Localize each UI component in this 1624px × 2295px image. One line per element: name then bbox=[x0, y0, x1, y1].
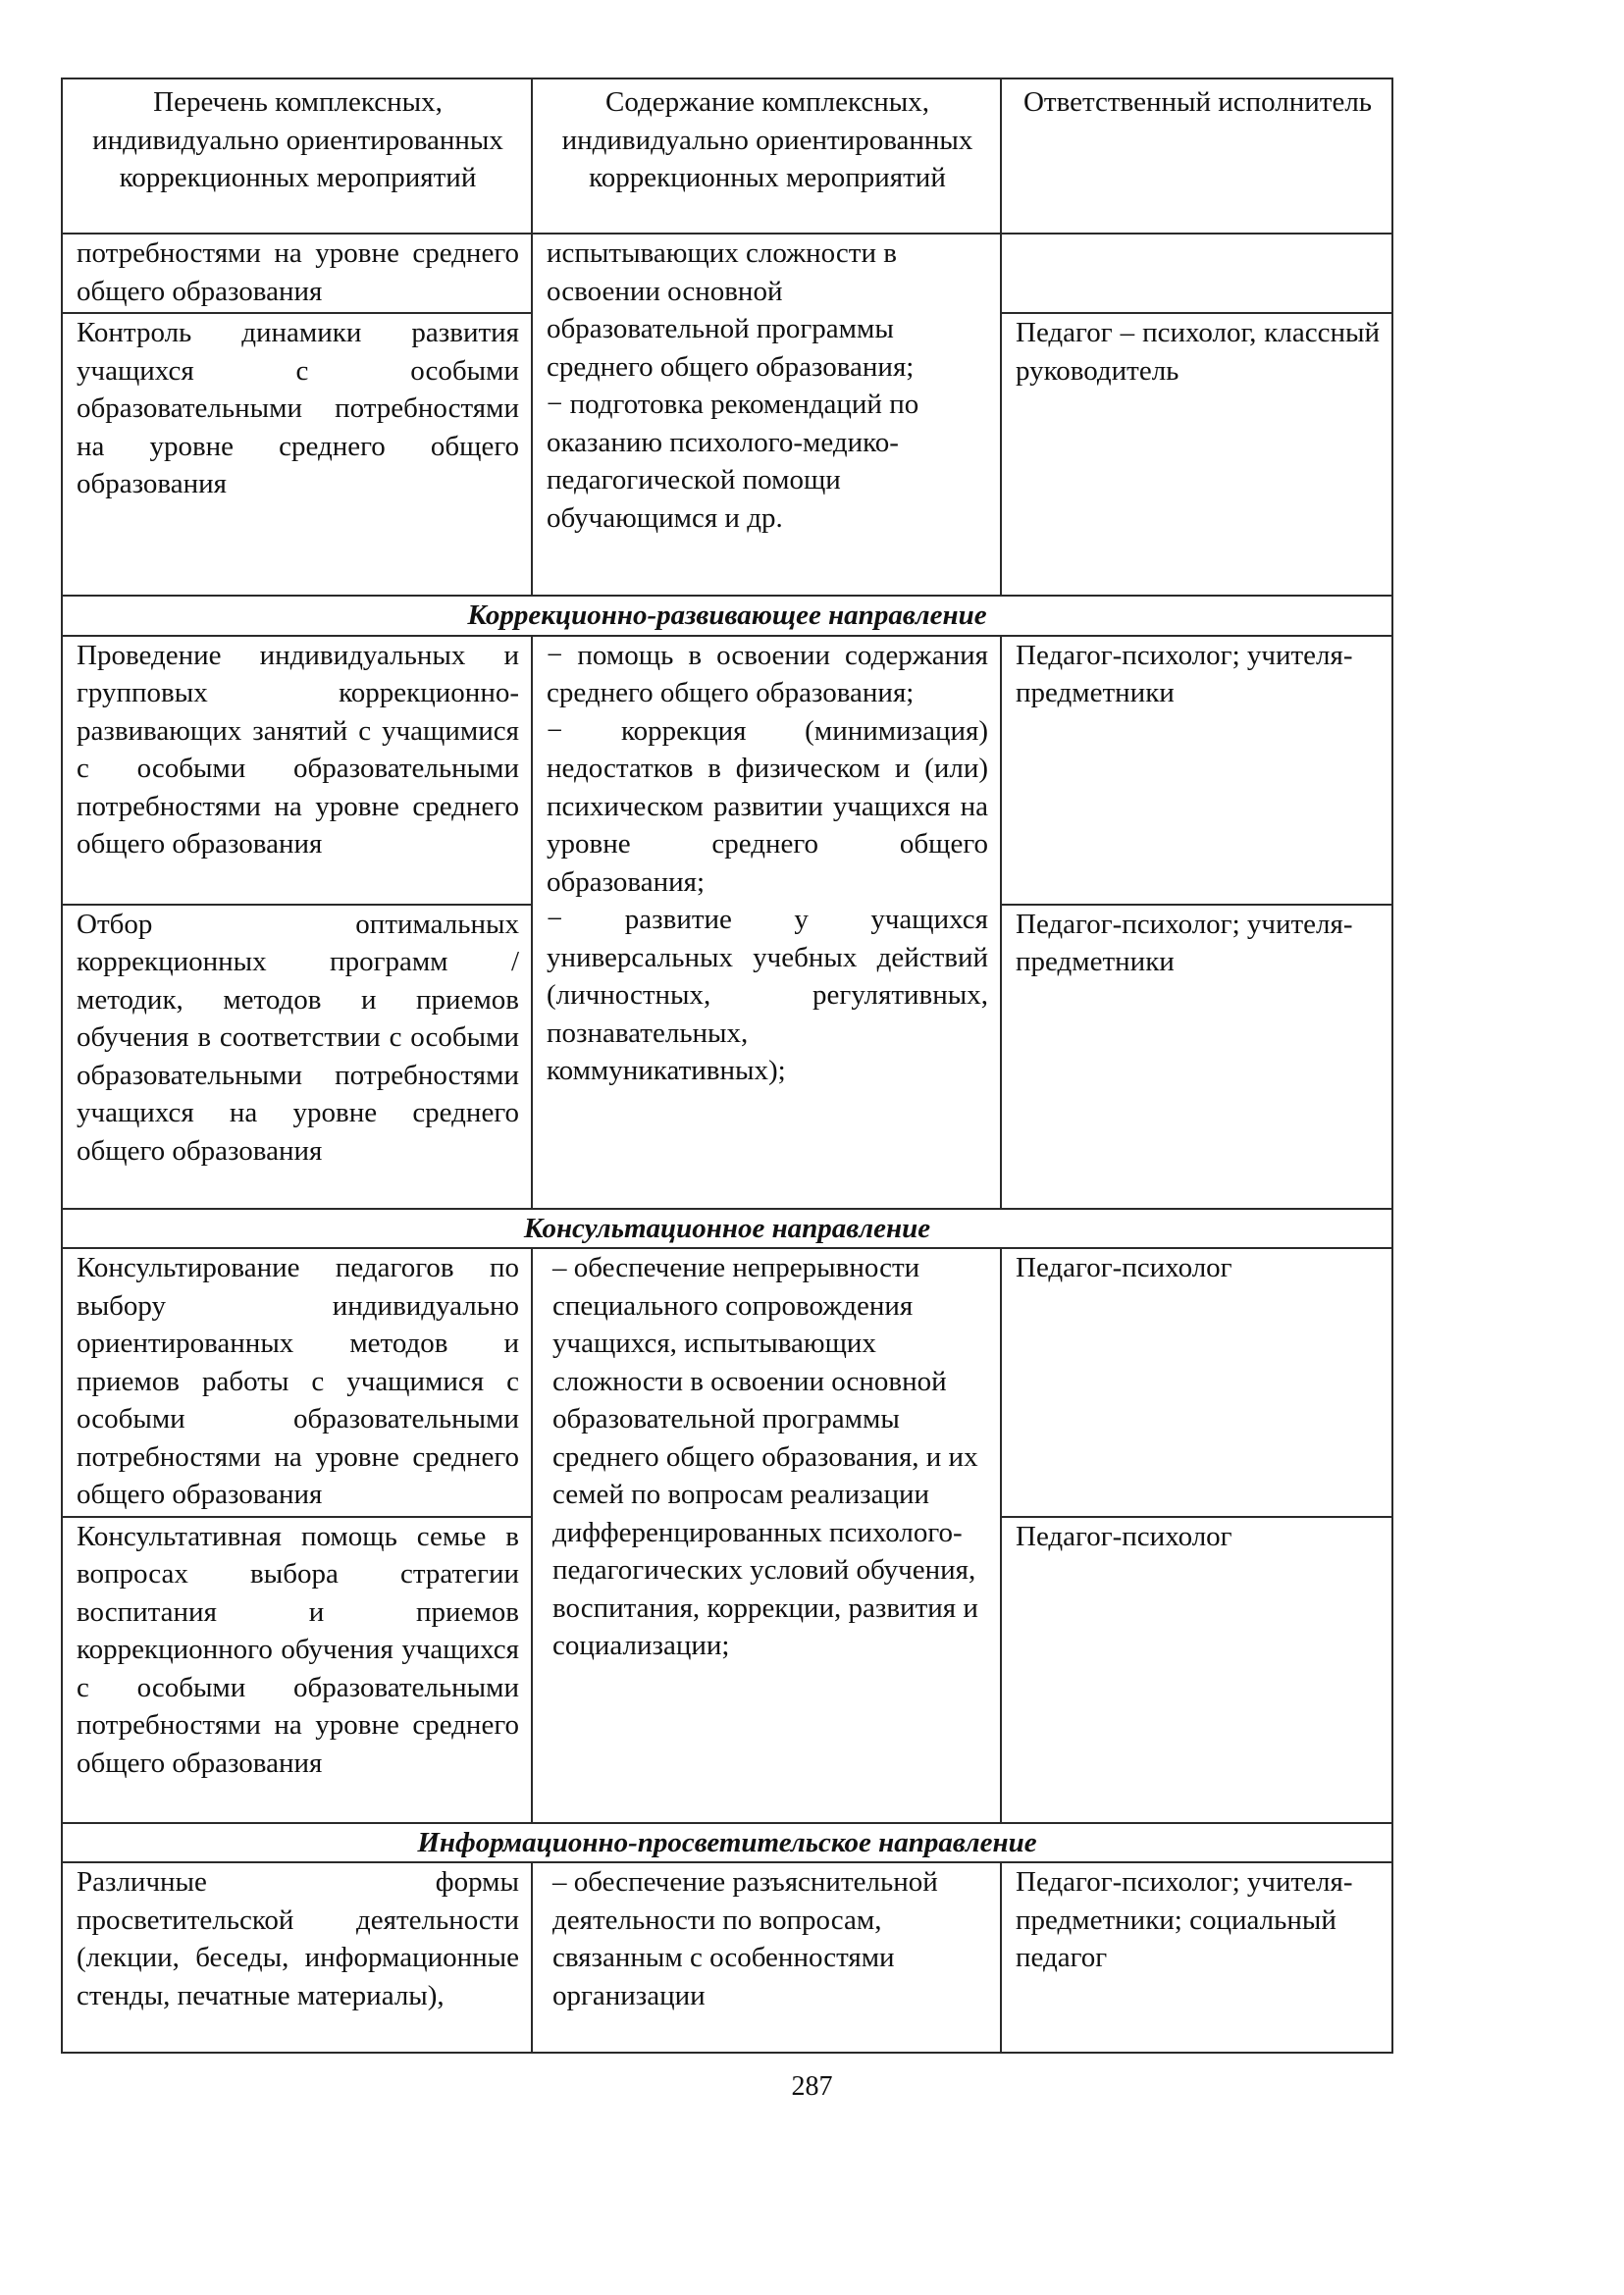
header-col-responsible: Ответственный исполнитель bbox=[1001, 78, 1392, 234]
section-row bbox=[62, 1823, 1392, 1863]
page-number: 287 bbox=[791, 2071, 833, 2102]
responsible-cell: Педагог-психолог bbox=[1001, 1248, 1392, 1517]
content-cell: − помощь в освоении содержания среднего общего образования; − коррекция (минимизация) недостатков в физическом и (или) психическом развитии учащихся на уровне среднего общего образования; − развитие у учащихся универсальных учебных действий (личностных, регулятивных, познавательных, коммуникативных); bbox=[532, 636, 1001, 1209]
table-row bbox=[62, 1862, 1392, 2053]
table-header-row bbox=[62, 78, 1392, 234]
measure-cell: Различные формы просветительской деятельности (лекции, беседы, информационные стенды, печатные материалы), bbox=[62, 1862, 532, 2053]
header-col-content: Содержание комплексных, индивидуально ориентированных коррекционных мероприятий bbox=[532, 78, 1001, 234]
measures-table bbox=[61, 78, 1393, 2054]
responsible-cell: Педагог-психолог; учителя-предметники; социальный педагог bbox=[1001, 1862, 1392, 2053]
section-title-consulting: Консультационное направление bbox=[62, 1209, 1392, 1249]
section-row bbox=[62, 596, 1392, 636]
header-col-measures: Перечень комплексных, индивидуально ориентированных коррекционных мероприятий bbox=[62, 78, 532, 234]
measure-cell: потребностями на уровне среднего общего образования bbox=[62, 234, 532, 313]
measure-cell: Проведение индивидуальных и групповых коррекционно-развивающих занятий с учащимися с особыми образовательными потребностями на уровне среднего общего образования bbox=[62, 636, 532, 905]
table-row bbox=[62, 1248, 1392, 1517]
content-cell: – обеспечение разъяснительной деятельности по вопросам, связанным с особенностями организации bbox=[532, 1862, 1001, 2053]
measure-cell: Консультативная помощь семье в вопросах выбора стратегии воспитания и приемов коррекционного обучения учащихся с особыми образовательными потребностями на уровне среднего общего образования bbox=[62, 1517, 532, 1823]
responsible-cell: Педагог – психолог, классный руководитель bbox=[1001, 313, 1392, 596]
table-row bbox=[62, 636, 1392, 905]
responsible-cell bbox=[1001, 234, 1392, 313]
section-title-informational: Информационно-просветительское направление bbox=[62, 1823, 1392, 1863]
responsible-cell: Педагог-психолог bbox=[1001, 1517, 1392, 1823]
measure-cell: Отбор оптимальных коррекционных программ / методик, методов и приемов обучения в соответствии с особыми образовательными потребностями учащихся на уровне среднего общего образования bbox=[62, 905, 532, 1209]
responsible-cell: Педагог-психолог; учителя-предметники bbox=[1001, 636, 1392, 905]
measure-cell: Контроль динамики развития учащихся с особыми образовательными потребностями на уровне среднего общего образования bbox=[62, 313, 532, 596]
responsible-cell: Педагог-психолог; учителя-предметники bbox=[1001, 905, 1392, 1209]
table-row bbox=[62, 234, 1392, 313]
section-row bbox=[62, 1209, 1392, 1249]
section-title-correction: Коррекционно-развивающее направление bbox=[62, 596, 1392, 636]
content-cell: испытывающих сложности в освоении основной образовательной программы среднего общего образования; − подготовка рекомендаций по оказанию психолого-медико-педагогической помощи обучающимся и др. bbox=[532, 234, 1001, 596]
content-cell: – обеспечение непрерывности специального сопровождения учащихся, испытывающих сложности в освоении основной образовательной программы среднего общего образования, и их семей по вопросам реализации дифференцированных психолого-педагогических условий обучения, воспитания, коррекции, развития и социализации; bbox=[532, 1248, 1001, 1823]
measure-cell: Консультирование педагогов по выбору индивидуально ориентированных методов и приемов работы с учащимися с особыми образовательными потребностями на уровне среднего общего образования bbox=[62, 1248, 532, 1517]
